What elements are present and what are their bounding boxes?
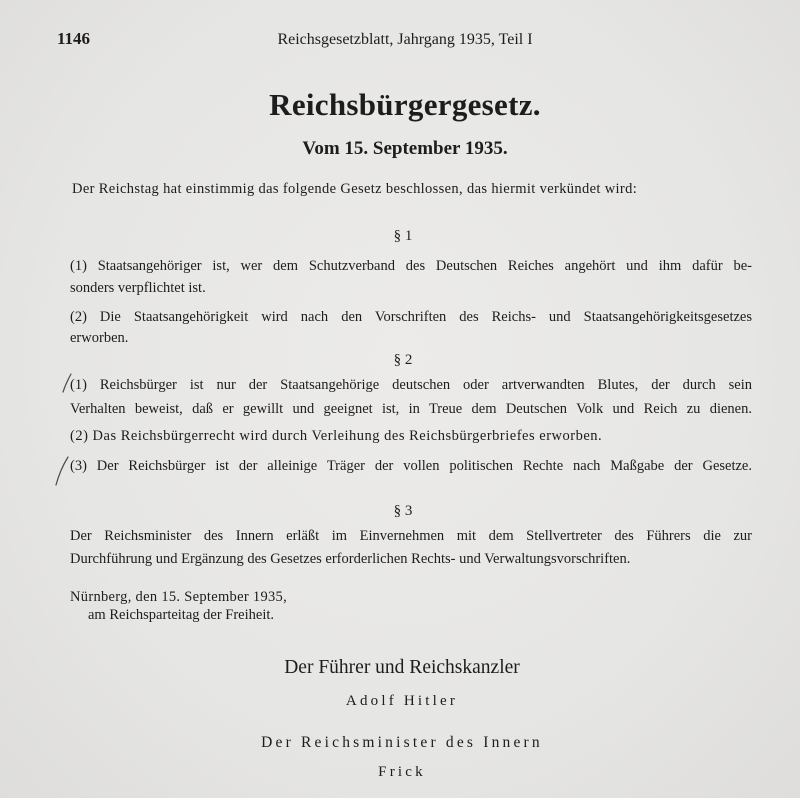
section-2-paragraph-3: (3) Der Reichsbürger ist der alleinige Träger der vollen politischen Rechte nach Maßgabe der Gesetze. xyxy=(70,458,752,474)
place-date-line-2: am Reichsparteitag der Freiheit. xyxy=(88,607,275,623)
section-1-paragraph-2-line-1: (2) Die Staatsangehörigkeit wird nach den Vorschriften des Reichs- und Staatsangehörigkeitsgesetzes xyxy=(70,309,752,325)
section-heading-3: § 3 xyxy=(393,503,413,519)
running-title: Reichsgesetzblatt, Jahrgang 1935, Teil I xyxy=(277,31,533,48)
signature-2-name: Frick xyxy=(378,764,426,780)
preamble: Der Reichstag hat einstimmig das folgende Gesetz beschlossen, das hiermit verkündet wird: xyxy=(72,181,638,197)
section-1-paragraph-1-line-2: sonders verpflichtet ist. xyxy=(70,280,206,296)
signature-2-title: Der Reichsminister des Innern xyxy=(261,734,543,751)
section-3-paragraph-1-line-1: Der Reichsminister des Innern erläßt im Einvernehmen mit dem Stellvertreter des Führers die zur xyxy=(70,528,752,544)
section-heading-2: § 2 xyxy=(393,352,413,368)
section-1-paragraph-1-line-1: (1) Staatsangehöriger ist, wer dem Schutzverband des Deutschen Reiches angehört und ihm dafür be- xyxy=(70,258,752,274)
pencil-mark-paragraph-2-3 xyxy=(56,457,68,485)
place-date-line-1: Nürnberg, den 15. September 1935, xyxy=(70,589,288,605)
document-title: Reichsbürgergesetz. xyxy=(269,87,541,122)
section-2-paragraph-1-line-1: (1) Reichsbürger ist nur der Staatsangehörige deutschen oder artverwandten Blutes, der durch sein xyxy=(70,377,752,393)
section-2-paragraph-1-line-2: Verhalten beweist, daß er gewillt und geeignet ist, in Treue dem Deutschen Volk und Reich zu dienen. xyxy=(70,401,752,417)
signature-1-name: Adolf Hitler xyxy=(345,693,459,709)
section-1-paragraph-2-line-2: erworben. xyxy=(70,330,129,346)
section-3-paragraph-1-line-2: Durchführung und Ergänzung des Gesetzes erforderlichen Rechts- und Verwaltungsvorschriften. xyxy=(70,551,631,567)
section-2-paragraph-2: (2) Das Reichsbürgerrecht wird durch Verleihung des Reichsbürgerbriefes erworben. xyxy=(70,428,603,444)
page-number: 1146 xyxy=(57,29,91,48)
date-line: Vom 15. September 1935. xyxy=(302,138,508,159)
signature-1-title: Der Führer und Reichskanzler xyxy=(284,657,520,678)
section-heading-1: § 1 xyxy=(393,228,413,244)
